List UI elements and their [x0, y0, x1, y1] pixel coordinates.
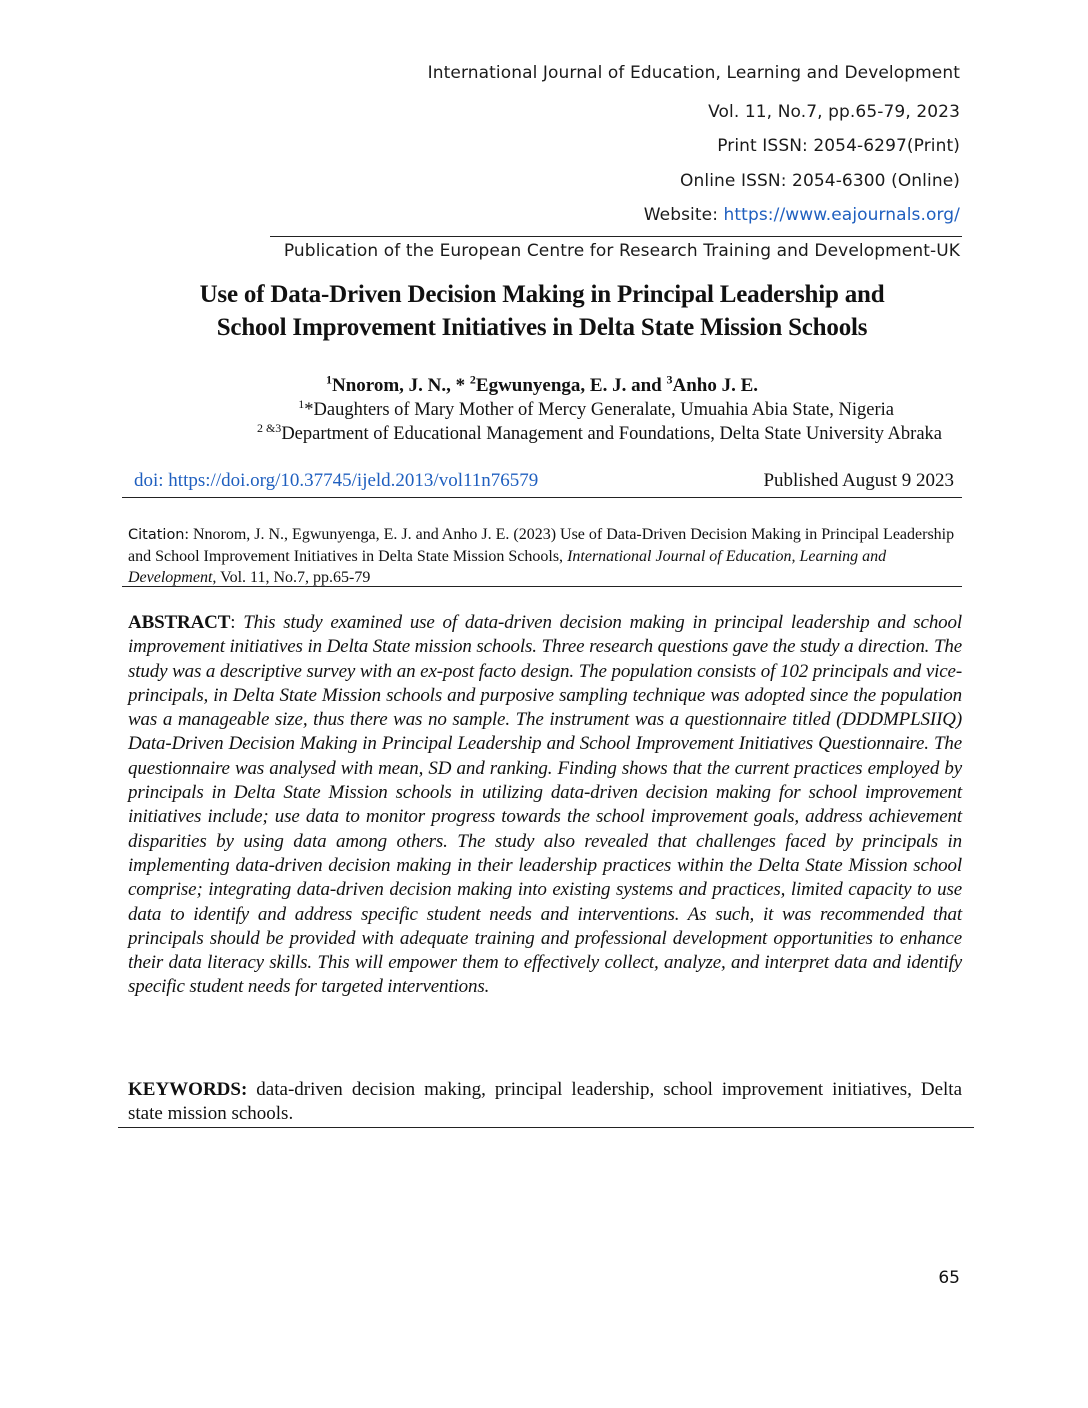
website-link[interactable]: https://www.eajournals.org/	[723, 205, 960, 225]
title-line-2: School Improvement Initiatives in Delta State Mission Schools	[216, 314, 868, 341]
citation-journal: International Journal of Education, Learning and Development,	[128, 548, 887, 586]
keywords-text: data-driven decision making, principal leadership, school improvement initiatives, Delta state mission schools.	[128, 1079, 962, 1124]
affiliation-2-text: Department of Educational Management and Foundations, Delta State University Abraka	[281, 424, 942, 444]
citation-text: : Nnorom, J. N., Egwunyenga, E. J. and Anho J. E. (2023) Use of Data-Driven Decision Making in Principal Leadership and School Improvement Initiatives in Delta State Mission Schools,	[128, 526, 955, 565]
citation-divider	[122, 586, 962, 587]
author-list	[122, 372, 962, 397]
affiliation-1	[298, 396, 894, 421]
doi-link[interactable]: doi: https://doi.org/10.37745/ijeld.2013/vol11n76579	[134, 470, 539, 491]
author-1: Nnorom, J. N., *	[331, 375, 470, 396]
affiliation-1-text: *Daughters of Mary Mother of Mercy Generalate, Umuahia Abia State, Nigeria	[304, 400, 894, 420]
citation-label: Citation	[128, 527, 185, 543]
website-line	[644, 205, 960, 225]
abstract-label: ABSTRACT	[128, 612, 231, 633]
affiliation-1-sup: 1	[298, 396, 305, 411]
author-sup-2: 2	[469, 372, 476, 387]
online-issn: Online ISSN: 2054-6300 (Online)	[680, 171, 960, 191]
keywords-block	[128, 1078, 962, 1126]
author-sup-3: 3	[666, 372, 673, 387]
affiliation-2	[256, 420, 942, 445]
author-sup-1: 1	[325, 372, 332, 387]
page-number: 65	[938, 1268, 960, 1288]
abstract-block	[128, 611, 962, 1000]
published-date: Published August 9 2023	[763, 470, 954, 491]
publisher-line: Publication of the European Centre for Research Training and Development-UK	[283, 241, 960, 261]
keywords-divider	[118, 1127, 974, 1128]
title-line-1: Use of Data-Driven Decision Making in Principal Leadership and	[199, 281, 885, 308]
abstract-colon: :	[230, 612, 244, 633]
author-2: Egwunyenga, E. J. and	[475, 375, 667, 396]
website-label: Website:	[643, 205, 724, 225]
journal-name: International Journal of Education, Learning and Development	[427, 63, 960, 83]
header-divider	[270, 236, 962, 237]
paper-title	[122, 278, 962, 344]
volume-info: Vol. 11, No.7, pp.65-79, 2023	[708, 102, 960, 122]
citation-block	[128, 524, 956, 588]
citation-tail: Vol. 11, No.7, pp.65-79	[216, 569, 371, 586]
keywords-label: KEYWORDS:	[128, 1079, 248, 1100]
print-issn: Print ISSN: 2054-6297(Print)	[717, 136, 960, 156]
doi-divider	[122, 497, 962, 498]
abstract-text: This study examined use of data-driven decision making in principal leadership and school improvement initiatives in Delta State mission schools. Three research questions gave the study a direction. The study was a descriptive survey with an ex-post facto design. The population consists of 102 principals and vice-principals, in Delta State Mission schools and purposive sampling technique was adopted since the population was a manageable size, thus there was no sample. The instrument was a questionnaire titled (DDDMPLSIIQ) Data-Driven Decision Making in Principal Leadership and School Improvement Initiatives Questionnaire. The questionnaire was analysed with mean, SD and ranking. Finding shows that the current practices employed by principals in Delta State Mission schools in utilizing data-driven decision making for school improvement initiatives include; use data to monitor progress towards the school improvement goals, address achievement disparities by using data among others. The study also revealed that challenges faced by principals in implementing data-driven decision making in their leadership practices within the Delta State Mission school comprise; integrating data-driven decision making into existing systems and practices, limited capacity to use data to identify and address specific student needs and interventions. As such, it was recommended that principals should be provided with adequate training and professional development opportunities to enhance their data literacy skills. This will empower them to effectively collect, analyze, and interpret data and identify specific student needs for targeted interventions.	[128, 612, 963, 998]
author-3: Anho J. E.	[672, 375, 759, 396]
affiliation-2-sup: 2 &3	[256, 420, 282, 435]
